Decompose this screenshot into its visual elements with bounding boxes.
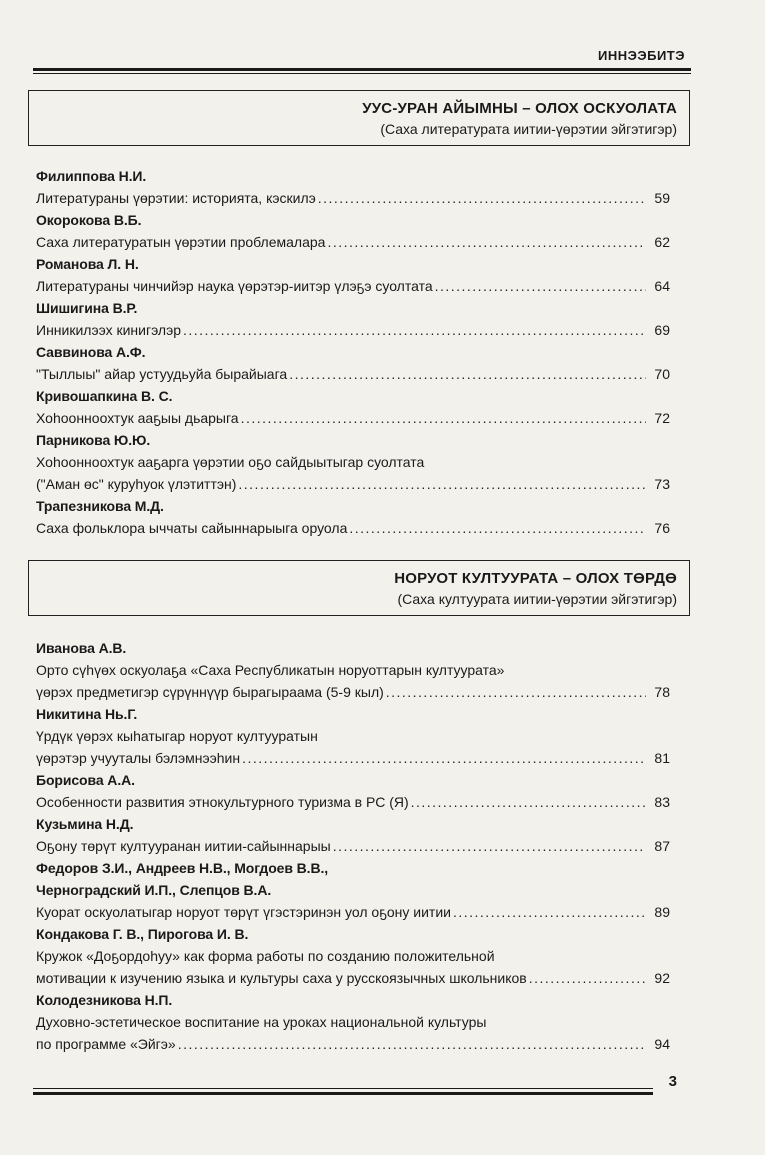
footer-rule-thin (33, 1088, 653, 1089)
leader-dots (411, 791, 646, 813)
entry-author: Иванова А.В. (36, 640, 127, 656)
entry-page: 73 (654, 476, 670, 492)
leader-dots (238, 473, 646, 495)
entry-title-cont: ("Аман өс" куруһуок үлэтиттэн) (36, 476, 237, 492)
toc-entry (36, 637, 670, 703)
running-header: ИННЭЭБИТЭ (598, 48, 685, 63)
entry-line (36, 835, 670, 857)
entry-line (36, 275, 670, 297)
toc-entry (36, 429, 670, 495)
entry-line (36, 659, 670, 681)
toc-entry (36, 209, 670, 253)
entry-line (36, 901, 670, 923)
entry-line (36, 725, 670, 747)
entry-title: Саха литературатын үөрэтии проблемалара (36, 234, 326, 250)
entry-author: Трапезникова М.Д. (36, 498, 164, 514)
entry-page: 64 (654, 278, 670, 294)
header-rule-thick (33, 68, 691, 71)
leader-dots (318, 187, 646, 209)
entry-page: 92 (654, 970, 670, 986)
entry-title-cont: үөрэтэр учууталы бэлэмнээһин (36, 750, 241, 766)
entry-line (36, 967, 670, 989)
entry-page: 72 (654, 410, 670, 426)
toc-entry (36, 813, 670, 857)
toc-entry (36, 165, 670, 209)
toc-entry (36, 769, 670, 813)
entry-page: 76 (654, 520, 670, 536)
entry-title: "Тыллыы" айар устуудьуйа бырайыага (36, 366, 288, 382)
toc-entry (36, 341, 670, 385)
leader-dots (529, 967, 646, 989)
entry-page: 69 (654, 322, 670, 338)
leader-dots (289, 363, 646, 385)
toc-entry (36, 857, 670, 923)
entry-title: Кружок «Доҕордоһуу» как форма работы по созданию положительной (36, 948, 495, 964)
leader-dots (183, 319, 646, 341)
leader-dots (242, 747, 646, 769)
entry-page: 89 (654, 904, 670, 920)
entry-line (36, 407, 670, 429)
entry-line (36, 747, 670, 769)
entry-line (36, 681, 670, 703)
leader-dots (333, 835, 646, 857)
toc-list-culture (36, 637, 670, 1055)
entry-title: Саха фольклора ыччаты сайыннарыыга оруола (36, 520, 348, 536)
entry-line (36, 473, 670, 495)
entry-title: Оҕону төрүт култууранан иитии-сайыннарыы (36, 838, 331, 854)
entry-line (36, 187, 670, 209)
entry-page: 83 (654, 794, 670, 810)
entry-author: Кузьмина Н.Д. (36, 816, 134, 832)
entry-title: Куорат оскуолатыгар норуот төрүт үгэстэринэн уол оҕону иитии (36, 904, 451, 920)
section-subtitle: (Саха литературата иитии-үөрэтии эйгэтигэр) (380, 121, 677, 137)
section-title: УУС-УРАН АЙЫМНЫ – ОЛОХ ОСКУОЛАТА (362, 100, 677, 117)
entry-title-cont: по программе «Эйгэ» (36, 1036, 176, 1052)
entry-page: 94 (654, 1036, 670, 1052)
entry-author: Колодезникова Н.П. (36, 992, 173, 1008)
entry-author: Романова Л. Н. (36, 256, 139, 272)
entry-page: 78 (654, 684, 670, 700)
leader-dots (453, 901, 646, 923)
leader-dots (178, 1033, 646, 1055)
entry-author: Саввинова А.Ф. (36, 344, 146, 360)
entry-line (36, 451, 670, 473)
entry-title: Хоһоонноохтук ааҕарга үөрэтии оҕо сайдыытыгар суолтата (36, 454, 425, 470)
toc-entry (36, 297, 670, 341)
leader-dots (386, 681, 646, 703)
entry-line (36, 791, 670, 813)
toc-entry (36, 495, 670, 539)
entry-author: Филиппова Н.И. (36, 168, 147, 184)
entry-author: Кривошапкина В. С. (36, 388, 173, 404)
entry-author: Кондакова Г. В., Пирогова И. В. (36, 926, 249, 942)
entry-title: Үрдүк үөрэх кыһатыгар норуот култууратын (36, 728, 318, 744)
entry-author: Окорокова В.Б. (36, 212, 142, 228)
section-header-literature (28, 90, 690, 146)
toc-entry (36, 923, 670, 989)
entry-page: 70 (654, 366, 670, 382)
entry-author: Федоров З.И., Андреев Н.В., Могдоев В.В., (36, 860, 329, 876)
entry-title: Литератураны үөрэтии: историята, кэскилэ (36, 190, 316, 206)
leader-dots (435, 275, 646, 297)
entry-title: Духовно-эстетическое воспитание на уроках национальной культуры (36, 1014, 487, 1030)
footer-rule-thick (33, 1092, 653, 1095)
entry-page: 59 (654, 190, 670, 206)
entry-line (36, 363, 670, 385)
entry-line (36, 231, 670, 253)
entry-line (36, 945, 670, 967)
entry-line (36, 1033, 670, 1055)
section-title: НОРУОТ КУЛТУУРАТА – ОЛОХ ТӨРДӨ (394, 570, 677, 587)
entry-author: Шишигина В.Р. (36, 300, 138, 316)
entry-title: Орто сүһүөх оскуолаҕа «Саха Республикатын норуоттарын култуурата» (36, 662, 505, 678)
entry-page: 87 (654, 838, 670, 854)
entry-page: 62 (654, 234, 670, 250)
entry-title: Особенности развития этнокультурного туризма в РС (Я) (36, 794, 409, 810)
entry-title: Инникилээх кинигэлэр (36, 322, 182, 338)
header-rule-thin (33, 73, 691, 74)
page-number: 3 (668, 1073, 677, 1090)
entry-author: Парникова Ю.Ю. (36, 432, 151, 448)
entry-title: Литератураны чинчийэр наука үөрэтэр-иитэр үлэҕэ суолтата (36, 278, 433, 294)
toc-entry (36, 253, 670, 297)
entry-author: Борисова А.А. (36, 772, 135, 788)
toc-list-literature (36, 165, 670, 539)
section-header-culture (28, 560, 690, 616)
entry-title-cont: мотивации к изучению языка и культуры саха у русскоязычных школьников (36, 970, 527, 986)
leader-dots (349, 517, 646, 539)
entry-author: Никитина Нь.Г. (36, 706, 138, 722)
entry-line (36, 1011, 670, 1033)
entry-line (36, 517, 670, 539)
leader-dots (327, 231, 646, 253)
entry-page: 81 (654, 750, 670, 766)
entry-author-cont: Черноградский И.П., Слепцов В.А. (36, 882, 272, 898)
leader-dots (241, 407, 646, 429)
section-subtitle: (Саха култуурата иитии-үөрэтии эйгэтигэр) (397, 591, 677, 607)
toc-entry (36, 385, 670, 429)
entry-title-cont: үөрэх предметигэр сүрүннүүр бырагыраама (5-9 кыл) (36, 684, 384, 700)
toc-entry (36, 989, 670, 1055)
toc-entry (36, 703, 670, 769)
entry-line (36, 319, 670, 341)
entry-title: Хоһоонноохтук ааҕыы дьарыга (36, 410, 239, 426)
